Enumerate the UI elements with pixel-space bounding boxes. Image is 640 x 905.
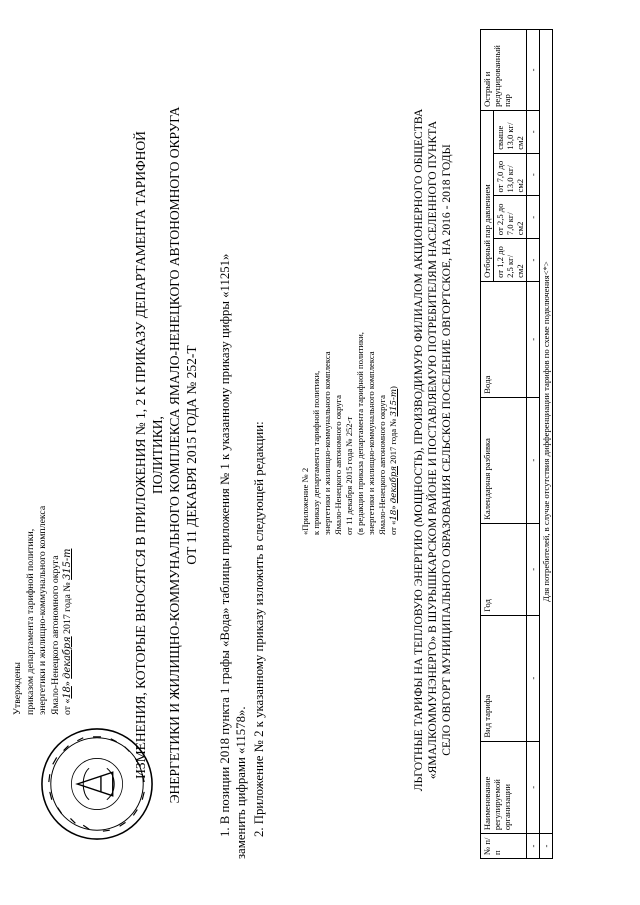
subheader-p4: свыше 13,0 кг/см2	[494, 110, 527, 153]
table-cell: -	[527, 110, 540, 153]
col-header-steam: Отборный пар давлением	[481, 110, 494, 281]
table-footer-row	[540, 30, 553, 859]
col-header-calendar: Календарная разбивка	[481, 397, 527, 523]
table-cell: -	[527, 239, 540, 282]
approval-block	[12, 195, 75, 715]
table-cell: -	[527, 834, 540, 859]
table-row	[527, 30, 540, 859]
approval-line: Ямало-Ненецкого автономного округа	[49, 555, 61, 715]
approval-date-line: от «18» декабря 2017 года № 315-т	[62, 548, 74, 715]
table-header-row	[481, 30, 494, 859]
table-cell: -	[527, 30, 540, 111]
subheader-p3: от 7,0 до 13,0 кг/см2	[494, 153, 527, 196]
approval-line: приказом департамента тарифной политики,	[24, 528, 36, 715]
col-header-year: Год	[481, 523, 527, 615]
handwritten-month: декабря	[389, 465, 399, 504]
table-cell: -	[527, 523, 540, 615]
item-1-cont: заменить цифрами «11578».	[234, 706, 248, 859]
item-2: 2. Приложение № 2 к указанному приказу изложить в следующей редакции:	[252, 421, 266, 837]
subheader-p2: от 2,5 до 7,0 кг/см2	[494, 196, 527, 239]
section-title: ЛЬГОТНЫЕ ТАРИФЫ НА ТЕПЛОВУЮ ЭНЕРГИЮ (МОЩНОСТЬ), ПРОИЗВОДИМУЮ ФИЛИАЛОМ АКЦИОНЕРНОГО ОБЩЕСТВА «ЯМАЛКОММУНЭНЕРГО» В ШУРЫШКАРСКОМ РАЙОНЕ И ПОСТАВЛЯЕМУЮ ПОТРЕБИТЕЛЯМ НАСЕЛЕННОГО ПУНКТА СЕЛО ОВГОРТ МУНИЦИПАЛЬНОГО ОБРАЗОВАНИЯ СЕЛЬСКОЕ ПОСЕЛЕНИЕ ОВГОРТСКОЕ, НА 2016 - 2018 ГОДЫ	[412, 108, 453, 792]
table-footer-note: Для потребителей, в случае отсутствия дифференциации тарифов по схеме подключения<*>	[540, 30, 553, 834]
handwritten-number: 315-т	[389, 388, 399, 417]
col-header-type: Вид тарифа	[481, 615, 527, 741]
table-cell: -	[527, 196, 540, 239]
table-cell: -	[527, 153, 540, 196]
tariff-table	[480, 29, 553, 859]
subheader-p1: от 1,2 до 2,5 кг/см2	[494, 239, 527, 282]
handwritten-number: 315-т	[62, 548, 74, 580]
table-cell: -	[527, 281, 540, 397]
table-cell: -	[527, 397, 540, 523]
handwritten-day: 18	[389, 509, 399, 521]
col-header-org: Наименование регулируемой организации	[481, 741, 527, 834]
handwritten-day: 18	[62, 686, 74, 699]
table-cell: -	[527, 615, 540, 741]
annex-date-line: от «18» декабря 2017 года № 315-т)	[388, 386, 399, 535]
col-header-sharp-steam: Острый и редуцированный пар	[481, 30, 527, 111]
document-title: ИЗМЕНЕНИЯ, КОТОРЫЕ ВНОСЯТСЯ В ПРИЛОЖЕНИЯ № 1, 2 К ПРИКАЗУ ДЕПАРТАМЕНТА ТАРИФНОЙ ПОЛИТИКИ, ЭНЕРГЕТИКИ И ЖИЛИЩНО-КОММУНАЛЬНОГО КОМПЛЕКСА ЯМАЛО-НЕНЕЦКОГО АВТОНОМНОГО ОКРУГА ОТ 11 ДЕКАБРЯ 2015 ГОДА № 252-Т	[133, 106, 199, 804]
col-header-num: № п/п	[481, 834, 527, 859]
col-header-water: Вода	[481, 281, 527, 397]
approval-line: энергетики и жилищно-коммунального комплекса	[37, 505, 49, 715]
handwritten-month: декабря	[62, 636, 74, 679]
table-cell: -	[540, 834, 553, 859]
annex-header: «Приложение № 2 к приказу департамента тарифной политики, энергетики и жилищно-коммунального комплекса Ямало-Ненецкого автономного округа от 11 декабря 2015 года № 252-т (в редакции приказа департамента тарифной политики, энергетики и жилищно-коммунального комплекса Ямало-Ненецкого автономного округа от «18» декабря 2017 года № 315-т)	[300, 205, 400, 535]
approval-line: Утверждены	[12, 662, 23, 715]
table-cell: -	[527, 741, 540, 834]
item-1: 1. В позиции 2018 пункта 1 графы «Вода» таблицы приложения № 1 к указанному приказу цифры «11251»	[218, 253, 232, 837]
